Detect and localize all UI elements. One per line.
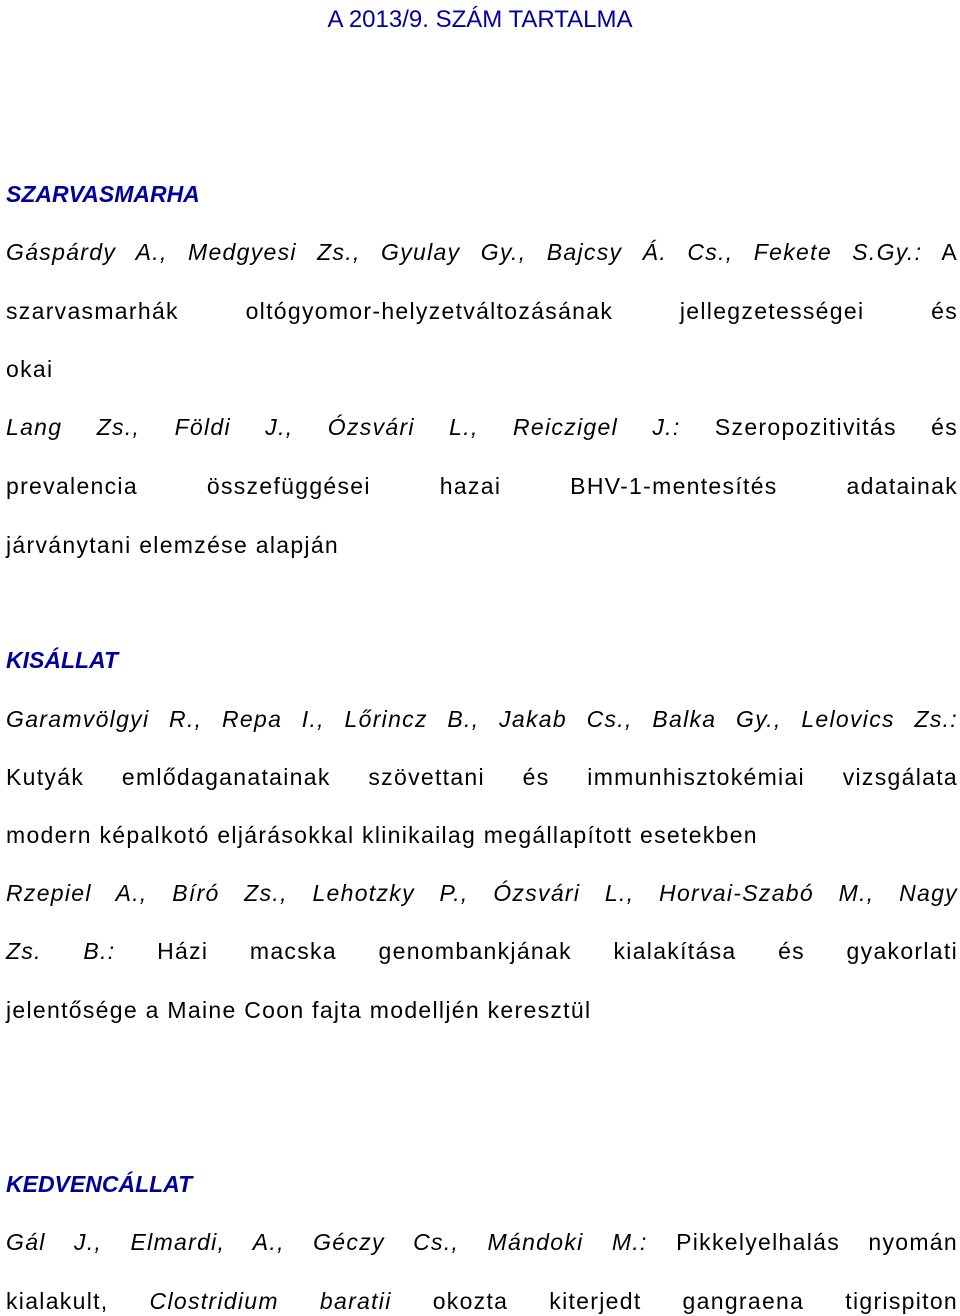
article-2-line-2: prevalencia összefüggései hazai BHV-1-mentesítés adatainak	[6, 473, 958, 499]
article-5-authors: Gál J., Elmardi, A., Géczy Cs., Mándoki M.:	[6, 1229, 648, 1255]
article-3-line-3: modern képalkotó eljárásokkal klinikailag megállapított esetekben	[6, 822, 758, 848]
article-1-line-1	[6, 237, 958, 267]
article-4-line-1: Rzepiel A., Bíró Zs., Lehotzky P., Ózsvári L., Horvai-Szabó M., Nagy	[6, 880, 958, 906]
article-1-authors: Gáspárdy A., Medgyesi Zs., Gyulay Gy., Bajcsy Á. Cs., Fekete S.Gy.:	[6, 239, 923, 265]
article-2-authors: Lang Zs., Földi J., Ózsvári L., Reiczigel J.:	[6, 414, 681, 440]
article-5-title-a: kialakult,	[6, 1288, 109, 1314]
article-5-title-species: Clostridium baratii	[149, 1288, 392, 1314]
article-1-line-2: szarvasmarhák oltógyomor-helyzetváltozásának jellegzetességei és	[6, 298, 958, 324]
article-1-line-3: okai	[6, 356, 54, 382]
section-heading-szarvasmarha: SZARVASMARHA	[6, 181, 200, 207]
article-3-line-2: Kutyák emlődaganatainak szövettani és immunhisztokémiai vizsgálata	[6, 764, 958, 790]
section-heading-kisallat: KISÁLLAT	[6, 647, 119, 673]
article-4-title-start: Házi macska genombankjának kialakítása és gyakorlati	[157, 938, 958, 964]
article-4-line-2	[6, 936, 958, 966]
article-2-line-3: járványtani elemzése alapján	[6, 532, 340, 558]
article-5-title-c: okozta kiterjedt gangraena tigrispiton	[432, 1288, 959, 1314]
article-5-line-1	[6, 1227, 958, 1257]
article-3-line-1: Garamvölgyi R., Repa I., Lőrincz B., Jakab Cs., Balka Gy., Lelovics Zs.:	[6, 706, 958, 732]
page-title: A 2013/9. SZÁM TARTALMA	[327, 6, 633, 33]
section-heading-kedvencallat: KEDVENCÁLLAT	[6, 1171, 193, 1197]
article-5-line-2	[6, 1286, 958, 1316]
article-2-line-1	[6, 412, 958, 442]
article-4-authors-end: Zs. B.:	[6, 938, 116, 964]
article-1-title-start: A	[941, 239, 959, 265]
article-2-title-start: Szeropozitivitás és	[714, 414, 958, 440]
article-5-title-start: Pikkelyelhalás nyomán	[676, 1229, 958, 1255]
article-4-line-3: jelentősége a Maine Coon fajta modelljén keresztül	[6, 997, 592, 1023]
